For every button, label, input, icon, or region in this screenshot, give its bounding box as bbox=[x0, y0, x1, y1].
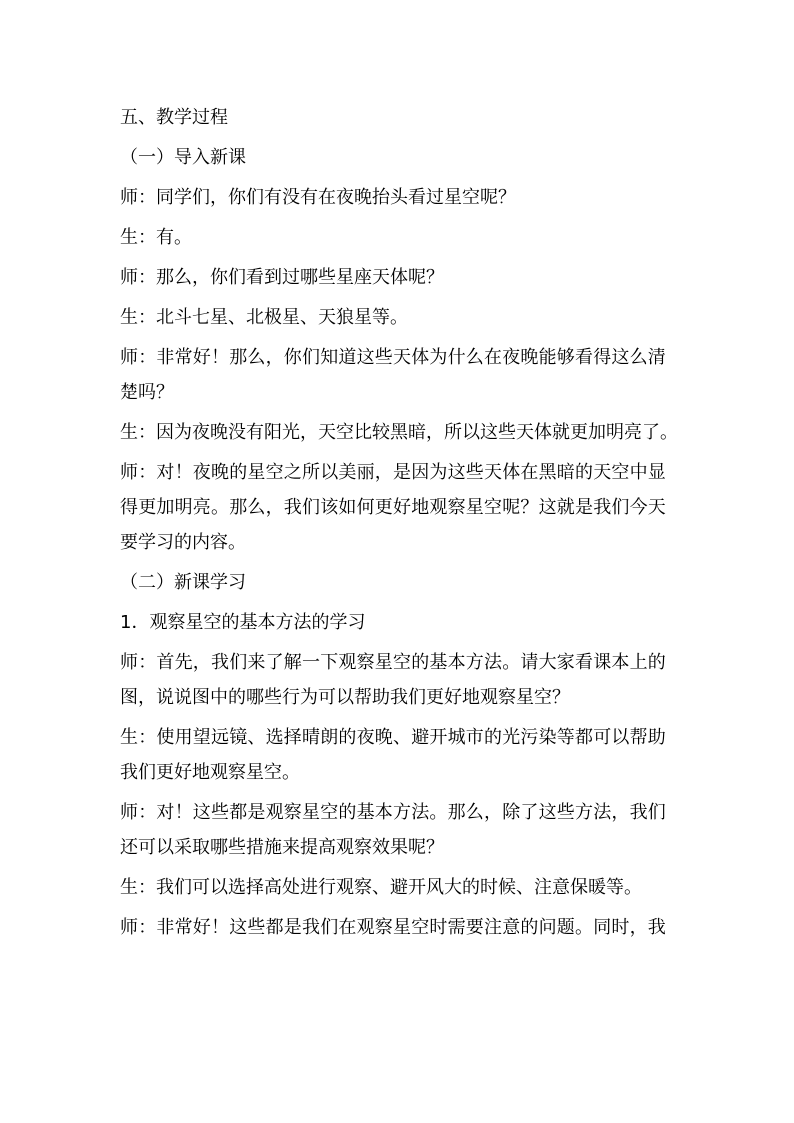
dialogue-line-continuation: 我们更好地观察星空。 bbox=[120, 762, 300, 783]
document-content bbox=[120, 100, 680, 945]
dialogue-line: 师：那么，你们看到过哪些星座天体呢？ bbox=[120, 267, 444, 288]
dialogue-line: 生：北斗七星、北极星、天狼星等。 bbox=[120, 307, 408, 328]
dialogue-line: 师：首先，我们来了解一下观察星空的基本方法。请大家看课本上的 bbox=[120, 652, 666, 673]
subsection-title: （一）导入新课 bbox=[120, 147, 246, 168]
dialogue-line-continuation: 要学习的内容。 bbox=[120, 532, 246, 553]
dialogue-line-continuation: 楚吗？ bbox=[120, 382, 174, 403]
dialogue-line: 师：对！夜晚的星空之所以美丽，是因为这些天体在黑暗的天空中显 bbox=[120, 462, 666, 483]
dialogue-line: 生：有。 bbox=[120, 227, 192, 248]
dialogue-line-continuation: 还可以采取哪些措施来提高观察效果呢？ bbox=[120, 837, 444, 858]
dialogue-line: 生：因为夜晚没有阳光，天空比较黑暗，所以这些天体就更加明亮了。 bbox=[120, 422, 678, 443]
dialogue-line: 师：对！这些都是观察星空的基本方法。那么，除了这些方法，我们 bbox=[120, 802, 666, 823]
dialogue-line: 师：非常好！那么，你们知道这些天体为什么在夜晚能够看得这么清 bbox=[120, 347, 666, 368]
section-title: 五、教学过程 bbox=[120, 107, 228, 128]
dialogue-line: 生：使用望远镜、选择晴朗的夜晚、避开城市的光污染等都可以帮助 bbox=[120, 727, 666, 748]
item-title: 1．观察星空的基本方法的学习 bbox=[120, 612, 366, 633]
dialogue-line: 师：非常好！这些都是我们在观察星空时需要注意的问题。同时，我 bbox=[120, 917, 666, 938]
dialogue-line: 师：同学们，你们有没有在夜晚抬头看过星空呢？ bbox=[120, 187, 516, 208]
dialogue-line-continuation: 得更加明亮。那么，我们该如何更好地观察星空呢？这就是我们今天 bbox=[120, 497, 666, 518]
dialogue-line: 生：我们可以选择高处进行观察、避开风大的时候、注意保暖等。 bbox=[120, 877, 642, 898]
subsection-title: （二）新课学习 bbox=[120, 572, 246, 593]
dialogue-line-continuation: 图，说说图中的哪些行为可以帮助我们更好地观察星空？ bbox=[120, 687, 570, 708]
